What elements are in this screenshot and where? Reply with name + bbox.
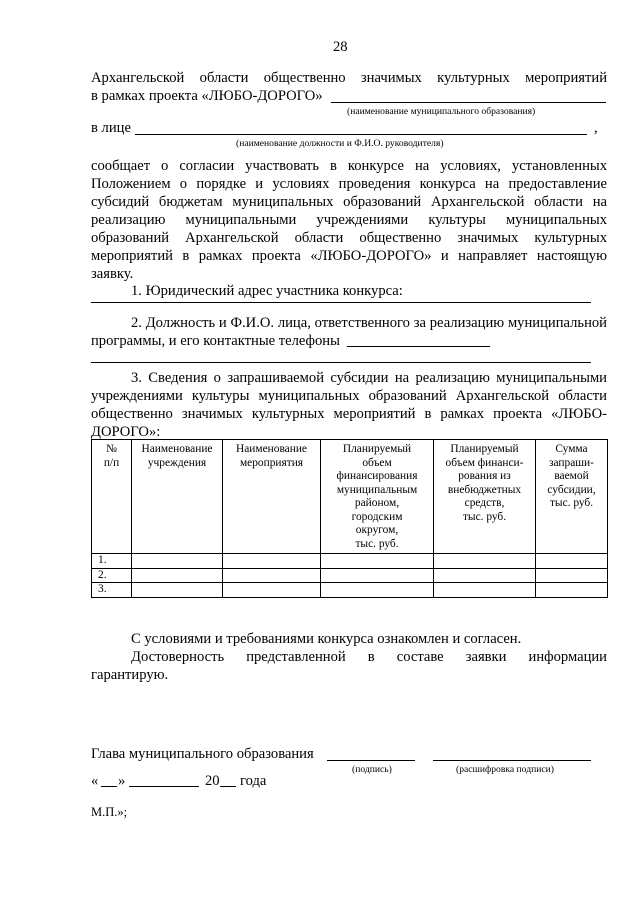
row-number: 2. bbox=[92, 568, 132, 583]
signature-blank[interactable] bbox=[327, 760, 415, 761]
phones-blank-2[interactable] bbox=[91, 362, 591, 363]
table-cell[interactable] bbox=[321, 583, 434, 598]
intro-line-1: Архангельской области общественно значимых культурных мероприятий bbox=[91, 70, 607, 86]
body-line-4: реализацию муниципальными учреждениями культуры муниципальных bbox=[91, 212, 607, 228]
section2-line-1: 2. Должность и Ф.И.О. лица, ответственного за реализацию муниципальной bbox=[131, 315, 607, 331]
col-header-subsidy-amount: Сумма запраши- ваемой субсидии, тыс. руб. bbox=[536, 440, 608, 554]
table-cell[interactable] bbox=[321, 554, 434, 569]
legal-address-blank[interactable] bbox=[91, 302, 591, 303]
seal-mark: М.П.»; bbox=[91, 805, 128, 819]
page-number: 28 bbox=[333, 39, 348, 55]
section1-label: 1. Юридический адрес участника конкурса: bbox=[131, 283, 403, 299]
date-year-prefix: 20 bbox=[205, 773, 220, 789]
col-header-extrabudget-funding: Планируемый объем финанси- рования из внебюджетных средств, тыс. руб. bbox=[434, 440, 536, 554]
table-cell[interactable] bbox=[434, 554, 536, 569]
head-hint: (наименование должности и Ф.И.О. руководителя) bbox=[236, 138, 444, 149]
agreement-line-1: С условиями и требованиями конкурса ознакомлен и согласен. bbox=[131, 631, 522, 647]
section3-line-2: учреждениями культуры муниципальных образований Архангельской области bbox=[91, 388, 607, 404]
signature-decode-hint: (расшифровка подписи) bbox=[456, 764, 554, 775]
table-row bbox=[92, 568, 608, 583]
section3-line-4: ДОРОГО»: bbox=[91, 424, 161, 440]
row-number: 1. bbox=[92, 554, 132, 569]
in-person-comma: , bbox=[594, 120, 598, 136]
body-line-3: субсидий бюджетам муниципальных образований Архангельской области на bbox=[91, 194, 607, 210]
body-line-5: образований Архангельской области общественно значимых культурных bbox=[91, 230, 607, 246]
table-cell[interactable] bbox=[536, 583, 608, 598]
phones-blank-1[interactable] bbox=[347, 346, 490, 347]
section3-line-1: 3. Сведения о запрашиваемой субсидии на реализацию муниципальными bbox=[131, 370, 607, 386]
agreement-line-3: гарантирую. bbox=[91, 667, 169, 683]
col-header-institution: Наименование учреждения bbox=[132, 440, 223, 554]
col-header-municipal-funding: Планируемый объем финансирования муниципальным районом, городским округом, тыс. руб. bbox=[321, 440, 434, 554]
date-year-suffix: года bbox=[240, 773, 267, 789]
section3-line-3: общественно значимых культурных мероприятий в рамках проекта «ЛЮБО- bbox=[91, 406, 607, 422]
body-line-1: сообщает о согласии участвовать в конкурсе на условиях, установленных bbox=[91, 158, 607, 174]
table-cell[interactable] bbox=[536, 554, 608, 569]
table-cell[interactable] bbox=[132, 568, 223, 583]
row-number: 3. bbox=[92, 583, 132, 598]
date-close-quote: » bbox=[118, 773, 126, 789]
table-cell[interactable] bbox=[132, 554, 223, 569]
agreement-line-2: Достоверность представленной в составе заявки информации bbox=[131, 649, 607, 665]
table-cell[interactable] bbox=[536, 568, 608, 583]
municipality-blank[interactable] bbox=[331, 102, 606, 103]
table-row bbox=[92, 554, 608, 569]
col-header-event: Наименование мероприятия bbox=[223, 440, 321, 554]
signature-label: Глава муниципального образования bbox=[91, 746, 314, 762]
municipality-hint: (наименование муниципального образования) bbox=[347, 106, 536, 117]
date-month-blank[interactable] bbox=[129, 786, 199, 787]
body-line-7: заявку. bbox=[91, 266, 134, 282]
table-header-row bbox=[92, 440, 608, 554]
table-row bbox=[92, 583, 608, 598]
table-cell[interactable] bbox=[132, 583, 223, 598]
table-cell[interactable] bbox=[321, 568, 434, 583]
date-day-blank[interactable] bbox=[101, 786, 117, 787]
col-header-number: № п/п bbox=[92, 440, 132, 554]
table-cell[interactable] bbox=[434, 583, 536, 598]
table-cell[interactable] bbox=[223, 568, 321, 583]
body-line-2: Положением о порядке и условиях проведения конкурса на предоставление bbox=[91, 176, 607, 192]
date-year-blank[interactable] bbox=[220, 786, 236, 787]
head-name-blank[interactable] bbox=[135, 134, 587, 135]
date-open-quote: « bbox=[91, 773, 99, 789]
body-line-6: мероприятий в рамках проекта «ЛЮБО-ДОРОГО» и направляет настоящую bbox=[91, 248, 607, 264]
signature-decode-blank[interactable] bbox=[433, 760, 591, 761]
table-cell[interactable] bbox=[223, 583, 321, 598]
table-cell[interactable] bbox=[434, 568, 536, 583]
intro-line-2: в рамках проекта «ЛЮБО-ДОРОГО» bbox=[91, 88, 323, 104]
section2-line-2: программы, и его контактные телефоны bbox=[91, 333, 340, 349]
table-cell[interactable] bbox=[223, 554, 321, 569]
in-person-label: в лице bbox=[91, 120, 131, 136]
subsidy-table bbox=[91, 439, 608, 598]
signature-hint: (подпись) bbox=[352, 764, 392, 775]
